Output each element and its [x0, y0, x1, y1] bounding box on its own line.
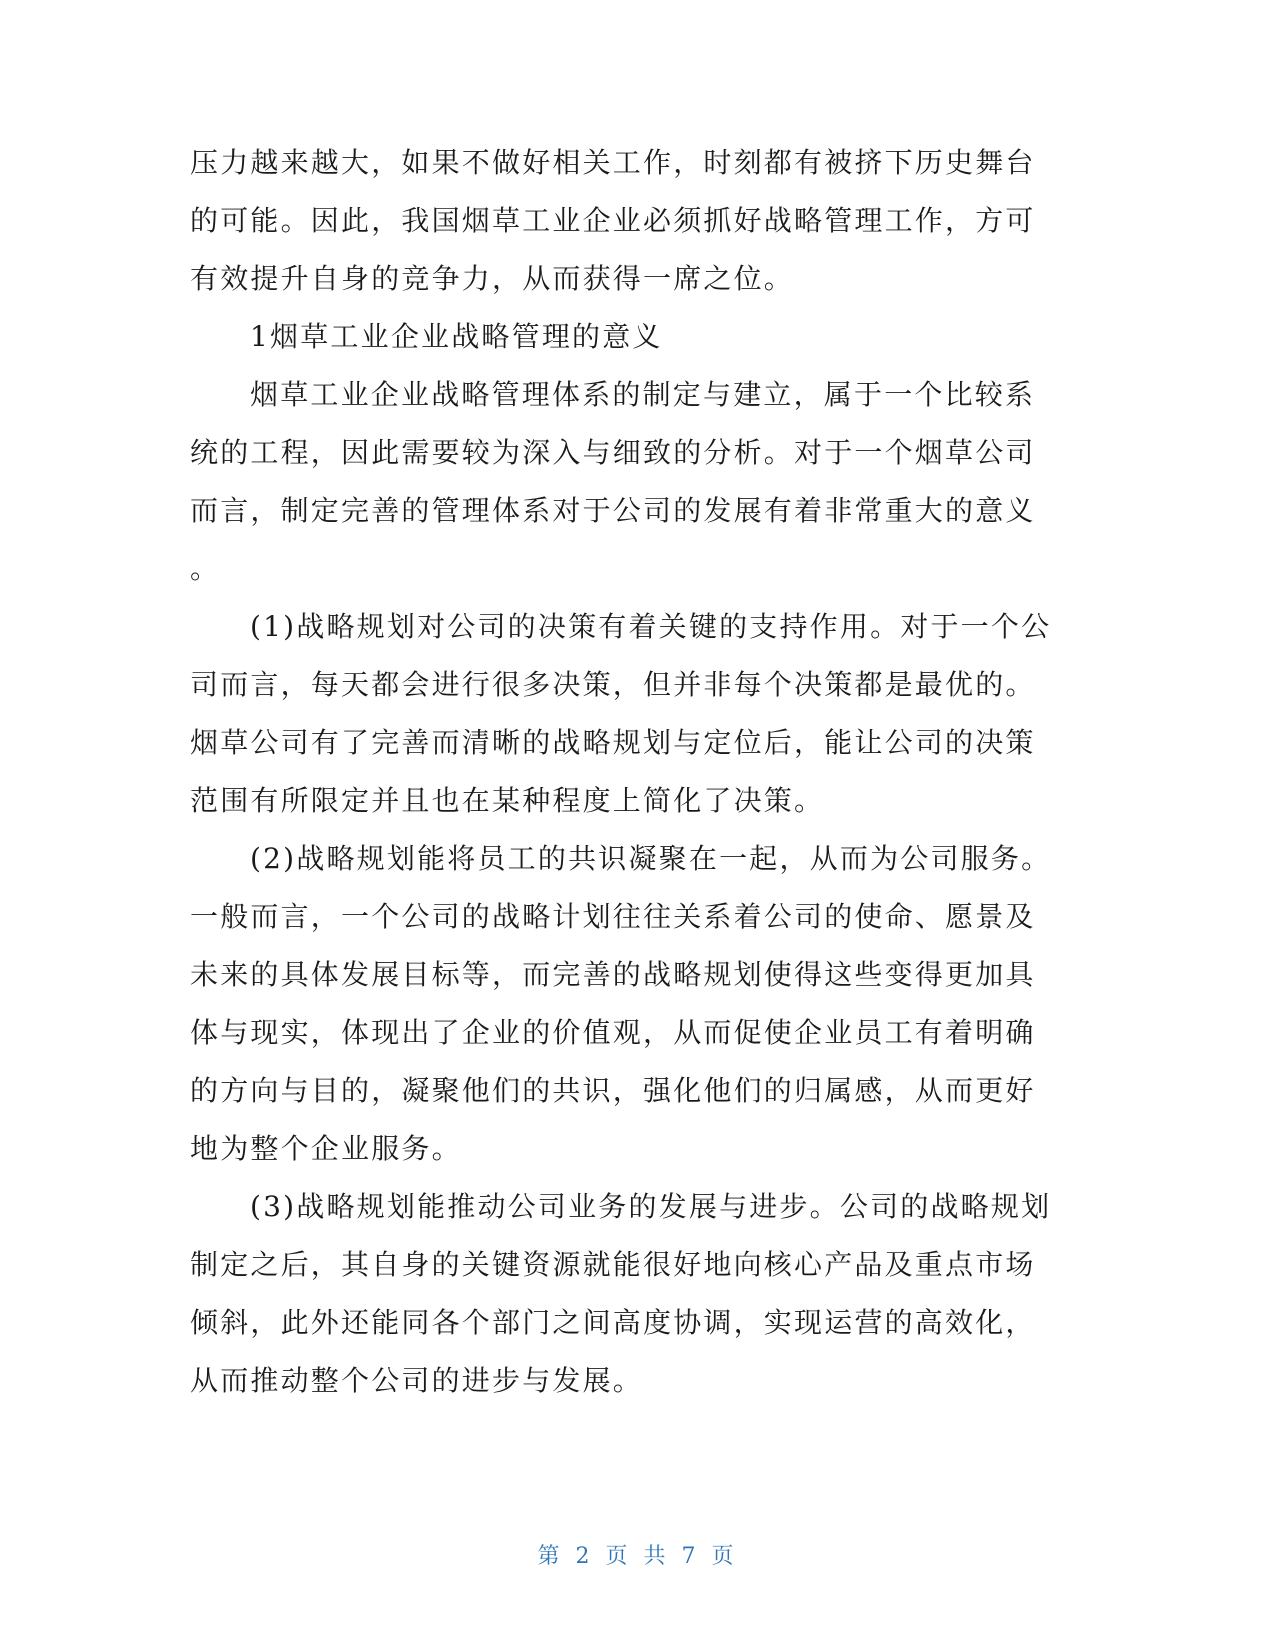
body-text-line: 地为整个企业服务。 [190, 1132, 462, 1165]
section-heading: 1烟草工业企业战略管理的意义 [250, 320, 663, 353]
body-text-line: 制定之后，其自身的关键资源就能很好地向核心产品及重点市场 [190, 1248, 1036, 1281]
body-text-line: 的方向与目的，凝聚他们的共识，强化他们的归属感，从而更好 [190, 1074, 1036, 1107]
body-text-line: 烟草公司有了完善而清晰的战略规划与定位后，能让公司的决策 [190, 726, 1036, 759]
body-text-line: (2)战略规划能将员工的共识凝聚在一起，从而为公司服务。 [250, 842, 1052, 875]
body-text-line: 一般而言，一个公司的战略计划往往关系着公司的使命、愿景及 [190, 900, 1036, 933]
body-text-line: 压力越来越大，如果不做好相关工作，时刻都有被挤下历史舞台 [190, 146, 1036, 179]
body-text-line: 从而推动整个公司的进步与发展。 [190, 1364, 644, 1397]
body-text-line: 范围有所限定并且也在某种程度上简化了决策。 [190, 784, 825, 817]
body-text-line: 。 [190, 552, 221, 585]
footer-label-ye: 页 [711, 1544, 738, 1569]
body-text-line: 倾斜，此外还能同各个部门之间高度协调，实现运营的高效化， [190, 1306, 1036, 1339]
body-text-line: 的可能。因此，我国烟草工业企业必须抓好战略管理工作，方可 [190, 204, 1036, 237]
body-text-line: 有效提升自身的竞争力，从而获得一席之位。 [190, 262, 795, 295]
body-text-line: 未来的具体发展目标等，而完善的战略规划使得这些变得更加具 [190, 958, 1036, 991]
body-text-line: 烟草工业企业战略管理体系的制定与建立，属于一个比较系 [250, 378, 1036, 411]
footer-total-pages: 7 [681, 1544, 700, 1569]
body-text-line: (1)战略规划对公司的决策有着关键的支持作用。对于一个公 [250, 610, 1052, 643]
body-text-line: 体与现实，体现出了企业的价值观，从而促使企业员工有着明确 [190, 1016, 1036, 1049]
body-text-line: (3)战略规划能推动公司业务的发展与进步。公司的战略规划 [250, 1190, 1052, 1223]
body-text-line: 统的工程，因此需要较为深入与细致的分析。对于一个烟草公司 [190, 436, 1036, 469]
footer-label-ye: 页 [605, 1544, 632, 1569]
footer-label-total: 共 [643, 1544, 670, 1569]
page-footer [0, 1542, 1275, 1572]
footer-current-page: 2 [575, 1544, 594, 1569]
body-text-line: 而言，制定完善的管理体系对于公司的发展有着非常重大的意义 [190, 494, 1036, 527]
footer-label-page: 第 [537, 1544, 564, 1569]
body-text-line: 司而言，每天都会进行很多决策，但并非每个决策都是最优的。 [190, 668, 1036, 701]
